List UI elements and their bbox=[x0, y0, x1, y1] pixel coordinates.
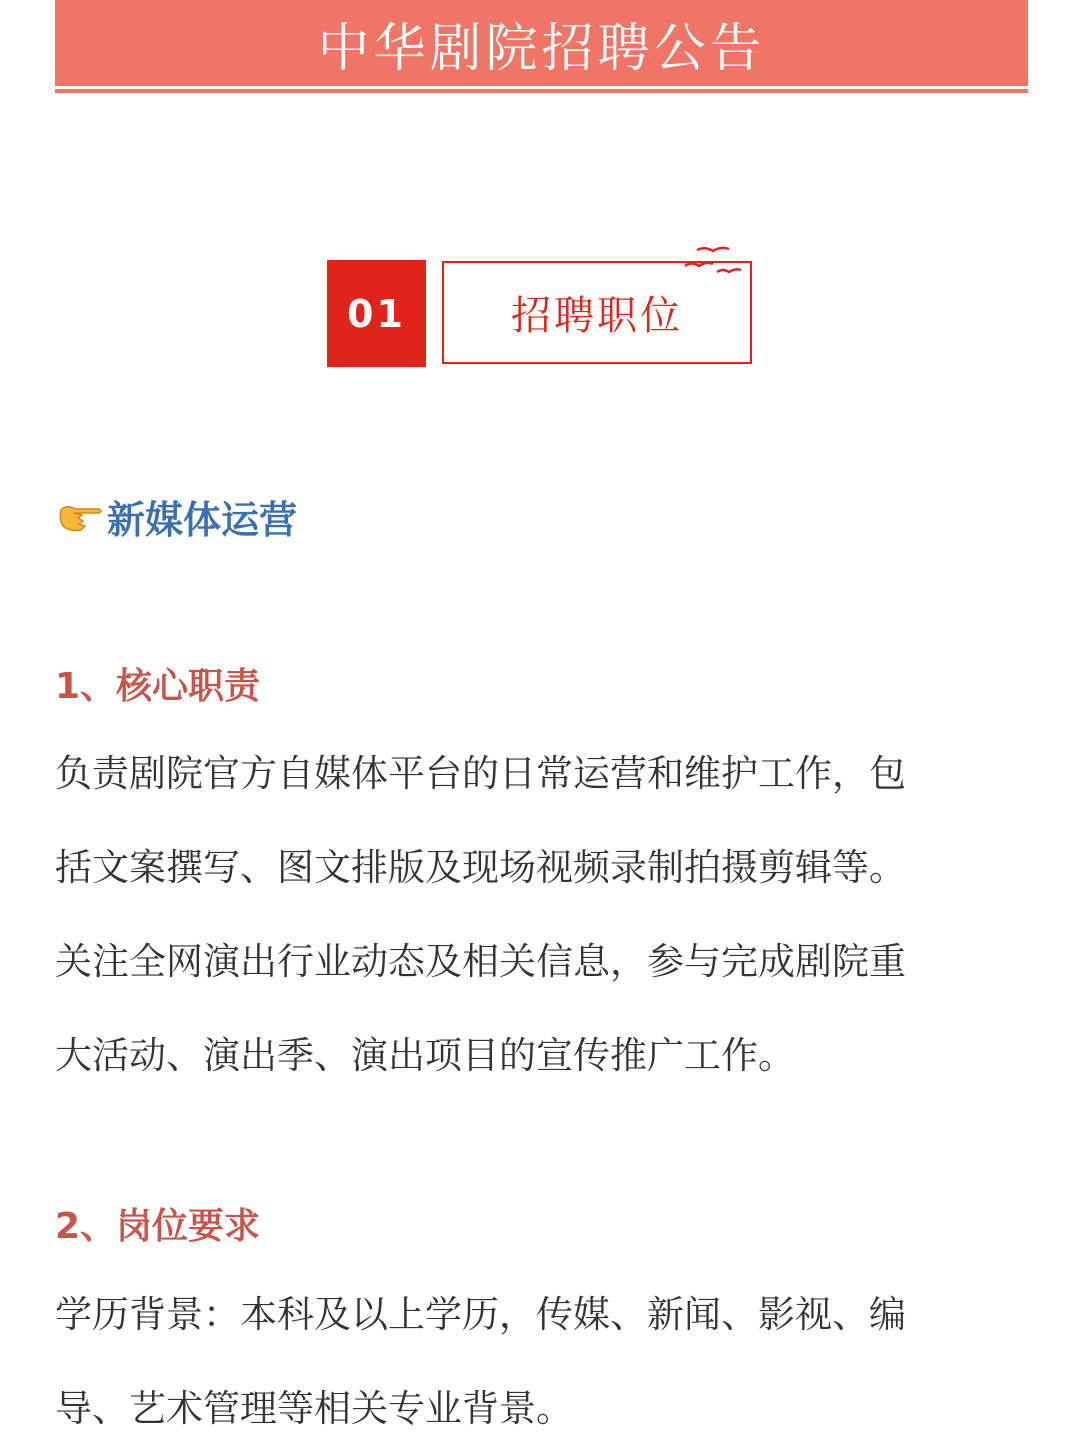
section-number-badge: 01 bbox=[327, 260, 426, 367]
text-line: 大活动、演出季、演出项目的宣传推广工作。 bbox=[55, 1034, 795, 1077]
pointing-hand-icon bbox=[55, 496, 105, 536]
banner-underline bbox=[55, 89, 1028, 93]
text-line: 关注全网演出行业动态及相关信息，参与完成剧院重 bbox=[55, 940, 906, 983]
page-title-banner bbox=[55, 0, 1028, 86]
text-line: 括文案撰写、图文排版及现场视频录制拍摄剪辑等。 bbox=[55, 846, 906, 889]
requirements-heading: 2、岗位要求 bbox=[55, 1206, 261, 1247]
core-duties-heading: 1、核心职责 bbox=[55, 666, 261, 707]
core-duties-text bbox=[55, 727, 1035, 1103]
text-line: 导、艺术管理等相关专业背景。 bbox=[55, 1387, 573, 1430]
job-title-text: 新媒体运营 bbox=[107, 497, 298, 542]
text-line: 学历背景：本科及以上学历，传媒、新闻、影视、编 bbox=[55, 1293, 906, 1336]
job-title bbox=[55, 488, 297, 544]
birds-icon bbox=[683, 246, 745, 282]
section-title: 招聘职位 bbox=[511, 293, 683, 339]
requirements-text bbox=[55, 1268, 1035, 1456]
text-line: 负责剧院官方自媒体平台的日常运营和维护工作，包 bbox=[55, 752, 906, 795]
page-title: 中华剧院招聘公告 bbox=[317, 18, 766, 79]
